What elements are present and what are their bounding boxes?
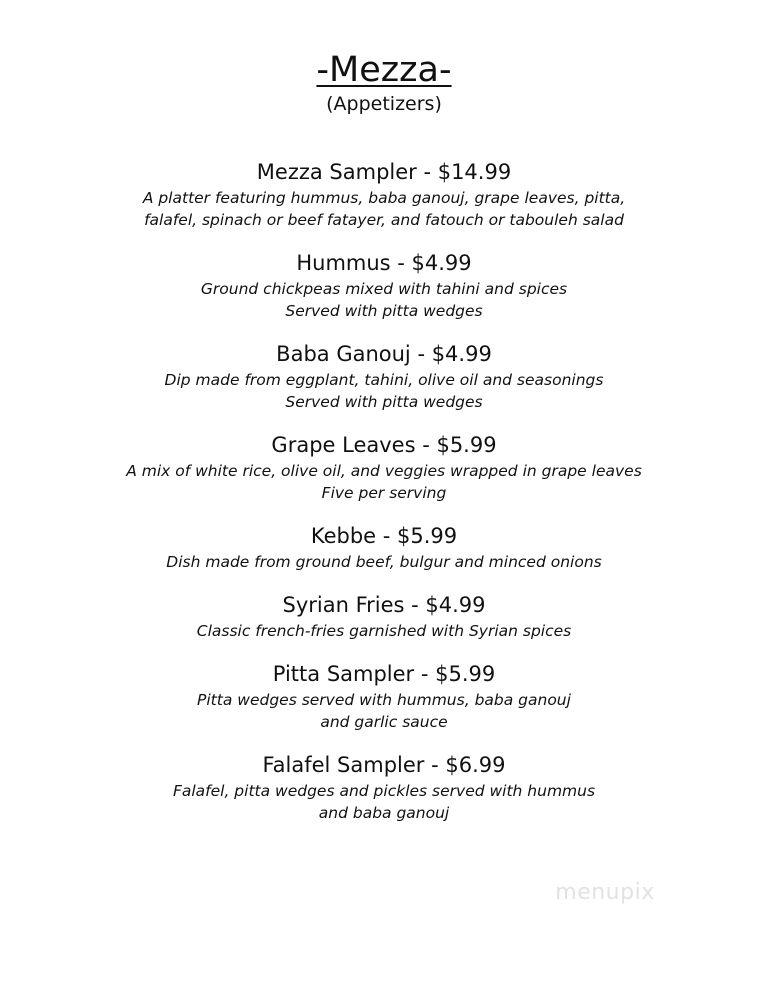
- menu-item-description: Served with pitta wedges: [285, 302, 483, 320]
- menu-item-falafel-sampler: [0, 750, 768, 824]
- menu-item-title: Syrian Fries - $4.99: [282, 593, 486, 617]
- menu-subtitle: (Appetizers): [326, 93, 442, 115]
- menu-item-baba-ganouj: [0, 339, 768, 413]
- menu-item-title: Baba Ganouj - $4.99: [276, 342, 492, 366]
- menu-item-description: Falafel, pitta wedges and pickles served with hummus: [172, 782, 596, 800]
- menu-item-kebbe: [0, 521, 768, 573]
- menupix-watermark: [530, 880, 680, 906]
- menu-items-list: [0, 157, 768, 841]
- menu-item-description: Five per serving: [321, 484, 447, 502]
- menu-item-title: Mezza Sampler - $14.99: [256, 160, 512, 184]
- menu-item-description: Dip made from eggplant, tahini, olive oil and seasonings: [164, 371, 604, 389]
- menu-item-description: Served with pitta wedges: [285, 393, 483, 411]
- menu-item-description: A platter featuring hummus, baba ganouj, grape leaves, pitta,: [142, 189, 626, 207]
- menu-item-grape-leaves: [0, 430, 768, 504]
- menu-item-hummus: [0, 248, 768, 322]
- menu-item-description: Classic french-fries garnished with Syrian spices: [196, 622, 572, 640]
- menu-item-title: Pitta Sampler - $5.99: [272, 662, 496, 686]
- menu-item-description: falafel, spinach or beef fatayer, and fatouch or tabouleh salad: [144, 211, 624, 229]
- menu-item-title: Hummus - $4.99: [296, 251, 472, 275]
- menu-item-description: and garlic sauce: [320, 713, 448, 731]
- menu-item-syrian-fries: [0, 590, 768, 642]
- menu-item-description: Pitta wedges served with hummus, baba ganouj: [197, 691, 571, 709]
- menupix-logo: menupix: [555, 880, 655, 905]
- menu-item-description: and baba ganouj: [318, 804, 450, 822]
- menu-item-title: Kebbe - $5.99: [310, 524, 458, 548]
- menu-title: [0, 48, 768, 92]
- menu-item-pitta-sampler: [0, 659, 768, 733]
- menu-title-text: -Mezza-: [316, 50, 452, 90]
- menu-item-title: Falafel Sampler - $6.99: [262, 753, 506, 777]
- menu-item-title: Grape Leaves - $5.99: [271, 433, 497, 457]
- menu-item-description: Dish made from ground beef, bulgur and minced onions: [166, 553, 602, 571]
- menu-item-description: Ground chickpeas mixed with tahini and spices: [200, 280, 568, 298]
- menu-item-description: A mix of white rice, olive oil, and veggies wrapped in grape leaves: [126, 462, 642, 480]
- menu-item-mezza-sampler: [0, 157, 768, 231]
